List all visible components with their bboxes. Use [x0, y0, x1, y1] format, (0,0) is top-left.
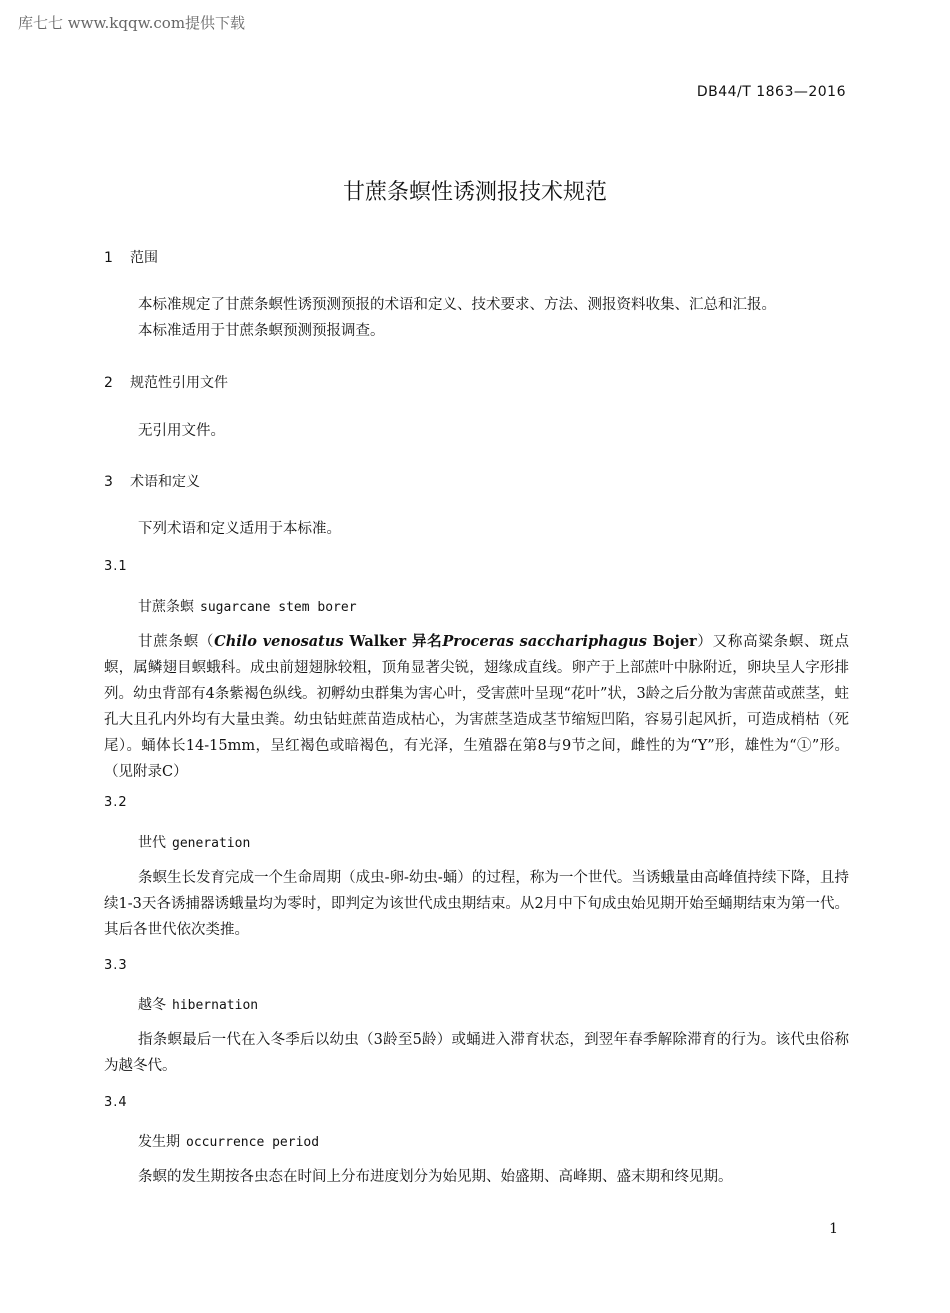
- paragraph: 下列术语和定义适用于本标准。: [138, 521, 341, 537]
- term-definition: 条螟的发生期按各虫态在时间上分布进度划分为始见期、始盛期、高峰期、盛末期和终见期。: [138, 1169, 733, 1185]
- term-en: hibernation: [172, 998, 259, 1013]
- author-name: Bojer: [646, 633, 697, 650]
- definition-rest: ）又称高粱条螟、斑点螟，属鳞翅目螟蛾科。成虫前翅翅脉较粗，顶角显著尖锐，翅缘成直线。卵产于上部蔗叶中脉附近，卵块呈人字形排列。幼虫背部有4条紫褐色纵线。初孵幼虫群集为害心叶，受害蔗叶呈现“花叶”状，3龄之后分散为害蔗苗或蔗茎，蛀孔大且孔内外均有大量虫粪。幼虫钻蛀蔗苗造成枯心，为害蔗茎造成茎节缩短凹陷，容易引起风折，可造成梢枯（死尾）。蛹体长14-15mm，呈红褐色或暗褐色，有光泽，生殖器在第8与9节之间，雌性的为“Y”形，雄性为“①”形。（见附录C）: [104, 634, 850, 780]
- section-title: 术语和定义: [130, 474, 200, 490]
- section-heading-2: [104, 372, 849, 392]
- section-title: 规范性引用文件: [130, 375, 228, 391]
- paragraph: 本标准规定了甘蔗条螟性诱预测预报的术语和定义、技术要求、方法、测报资料收集、汇总和汇报。: [138, 297, 776, 313]
- scientific-synonym: Proceras sacchariphagus: [442, 633, 647, 650]
- scientific-name: Chilo venosatus: [214, 633, 344, 650]
- paragraph: 本标准适用于甘蔗条螟预测预报调查。: [138, 323, 385, 339]
- term-heading: [104, 1131, 883, 1151]
- page-title: 甘蔗条螟性诱测报技术规范: [342, 180, 607, 205]
- author-name: Walker 异名: [343, 633, 443, 650]
- document-code: DB44/T 1863—2016: [696, 84, 846, 100]
- term-cn: 发生期: [138, 1134, 180, 1150]
- section-heading-1: [104, 247, 849, 267]
- term-number: 3.1: [104, 559, 128, 574]
- term-heading: [104, 596, 883, 616]
- term-en: sugarcane stem borer: [200, 600, 357, 615]
- watermark: 库七七 www.kqqw.com提供下载: [18, 14, 246, 32]
- term-en: occurrence period: [186, 1135, 320, 1150]
- section-number: 1: [104, 250, 113, 266]
- page-number: 1: [829, 1221, 838, 1237]
- term-definition: 指条螟最后一代在入冬季后以幼虫（3龄至5龄）或蛹进入滞育状态，到翌年春季解除滞育的行为。该代虫俗称为越冬代。: [104, 1032, 849, 1074]
- term-number: 3.3: [104, 958, 128, 973]
- paragraph: 无引用文件。: [138, 423, 225, 439]
- section-number: 3: [104, 474, 113, 490]
- term-cn: 越冬: [138, 997, 166, 1013]
- term-cn: 世代: [138, 835, 166, 851]
- section-title: 范围: [130, 250, 158, 266]
- term-definition: [104, 629, 849, 785]
- definition-lead: 甘蔗条螟（: [138, 634, 215, 650]
- term-number: 3.2: [104, 795, 128, 810]
- term-number: 3.4: [104, 1095, 128, 1110]
- section-heading-3: [104, 471, 849, 491]
- term-definition: 条螟生长发育完成一个生命周期（成虫-卵-幼虫-蛹）的过程，称为一个世代。当诱蛾量由高峰值持续下降，且持续1-3天各诱捕器诱蛾量均为零时，即判定为该世代成虫期结束。从2月中下旬成虫始见期开始至蛹期结束为第一代。其后各世代依次类推。: [104, 870, 849, 938]
- term-en: generation: [172, 836, 251, 851]
- term-cn: 甘蔗条螟: [138, 599, 194, 615]
- section-number: 2: [104, 375, 113, 391]
- term-heading: [104, 832, 883, 852]
- term-heading: [104, 994, 883, 1014]
